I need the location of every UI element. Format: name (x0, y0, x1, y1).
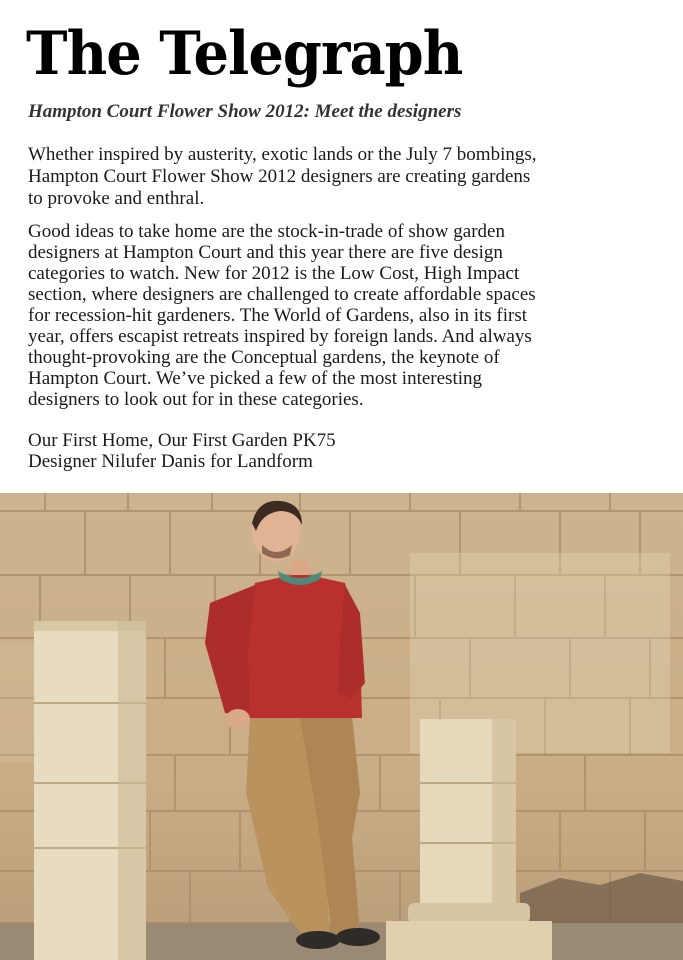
body-line: Hampton Court. We’ve picked a few of the most interesting (28, 368, 483, 389)
body-line: designers to look out for in these categories. (28, 389, 364, 410)
body-line: categories to watch. New for 2012 is the Low Cost, High Impact (28, 263, 520, 284)
designer-photo (0, 493, 683, 960)
rubble-pile (520, 873, 683, 923)
man-figure (205, 501, 380, 949)
body-line: Good ideas to take home are the stock-in-trade of show garden (28, 221, 505, 242)
photo-caption (28, 430, 336, 472)
body-line: section, where designers are challenged to create affordable spaces (28, 284, 536, 305)
caption-designer: Designer Nilufer Danis for Landform (28, 451, 313, 472)
photo-illustration (0, 493, 683, 960)
article-standfirst (28, 144, 648, 210)
body-line: thought-provoking are the Conceptual gardens, the keynote of (28, 347, 500, 368)
standfirst-line: Whether inspired by austerity, exotic lands or the July 7 bombings, (28, 144, 537, 165)
standfirst-line: to provoke and enthral. (28, 188, 205, 209)
masthead-logo: The Telegraph (26, 19, 463, 89)
standfirst-line: Hampton Court Flower Show 2012 designers are creating gardens (28, 166, 531, 187)
article-headline: Hampton Court Flower Show 2012: Meet the designers (28, 101, 462, 122)
left-stone-column (34, 621, 146, 960)
body-line: for recession-hit gardeners. The World of Gardens, also in its first (28, 305, 528, 326)
caption-garden-title: Our First Home, Our First Garden PK75 (28, 430, 336, 451)
body-line: year, offers escapist retreats inspired by foreign lands. And always (28, 326, 532, 347)
article-body (28, 221, 648, 410)
body-line: designers at Hampton Court and this year there are five design (28, 242, 503, 263)
